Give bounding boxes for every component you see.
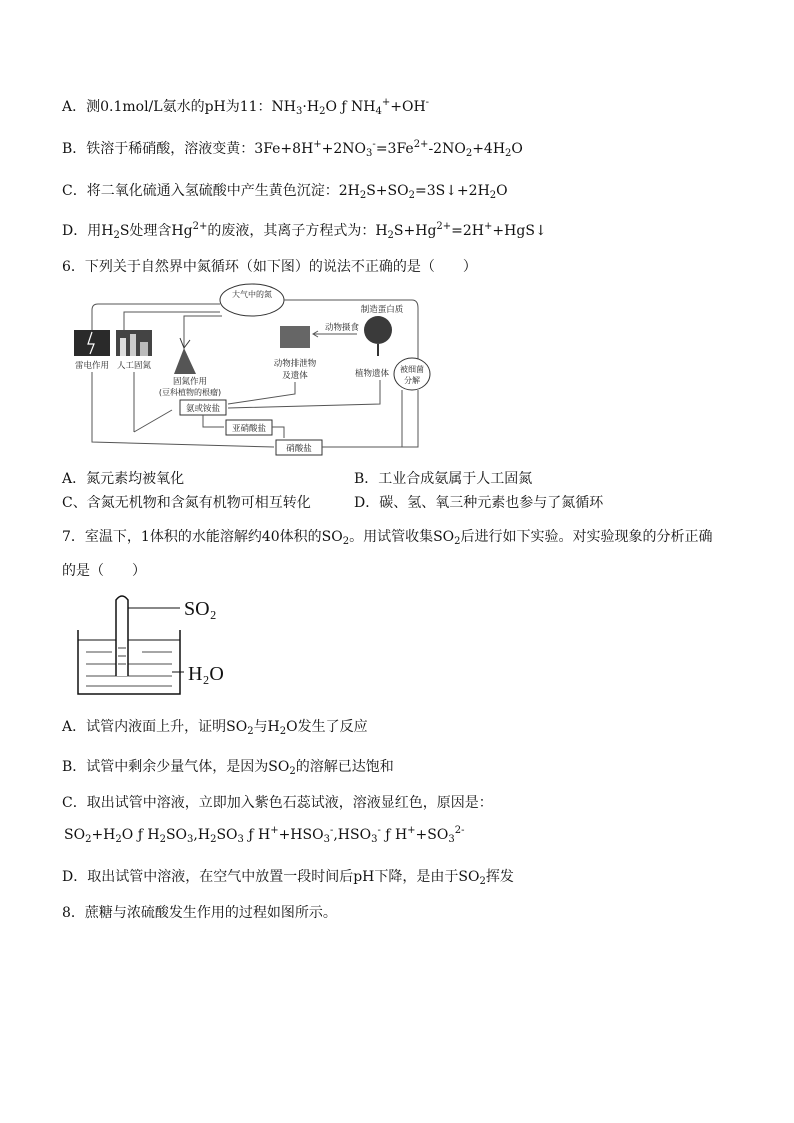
bacteria-label-1: 被细菌	[400, 365, 424, 374]
nitrogen-cycle-svg	[62, 282, 432, 462]
ammonium-to-nitrite	[203, 415, 224, 427]
artificial-to-ammonium	[134, 372, 172, 432]
q7-stem-line1: 7．室温下，1体积的水能溶解约40体积的$SO_2$。用试管收集$SO_2$后进行如下实验。对实验现象的分析正确	[62, 529, 713, 547]
so2-experiment-figure	[72, 590, 252, 704]
animal-image	[280, 326, 310, 348]
so2-label: SO₂	[184, 598, 217, 620]
q5-option-b: B．铁溶于稀硝酸，溶液变黄：$3Fe+8H^++2NO_3^-=3Fe^{2+}-2NO_2+4H_2O$	[62, 139, 523, 159]
nitrate-to-bacteria	[322, 390, 402, 447]
q6-stem: 6．下列关于自然界中氮循环（如下图）的说法不正确的是（ ）	[62, 259, 477, 275]
fixation-label: 固氮作用	[172, 377, 208, 387]
bacteria-label-2: 分解	[404, 376, 420, 385]
plant-image	[174, 348, 196, 374]
q5-option-a: A．测0.1mol/L氨水的pH为11：$NH_3\cdot H_2O$ ƒ $NH_4^++OH^-$	[62, 97, 430, 117]
ammonium-label: 氨或铵盐	[185, 404, 221, 414]
waste-to-ammonium	[228, 382, 295, 404]
nitrogen-cycle-diagram	[62, 282, 432, 466]
left-top-line	[92, 304, 220, 334]
q6-option-a: A．氮元素均被氧化	[62, 471, 185, 487]
remains-to-ammonium	[228, 380, 380, 408]
animal-waste-label-1: 动物排泄物	[273, 359, 317, 369]
q7-stem-line2: 的是（ ）	[62, 563, 146, 579]
plant-remains-label: 植物遗体	[354, 369, 390, 379]
q7-option-d: D．取出试管中溶液，在空气中放置一段时间后pH下降，是由于$SO_2$挥发	[62, 869, 514, 887]
nitrate-label: 硝酸盐	[286, 444, 312, 454]
so2-experiment-svg	[72, 590, 252, 700]
atmosphere-cloud	[220, 284, 284, 316]
animal-eat-label: 动物摄食	[324, 323, 360, 333]
lightning-image	[74, 330, 110, 356]
q6-option-d: D．碳、氢、氧三种元素也参与了氮循环	[354, 495, 604, 511]
q7-option-b: B．试管中剩余少量气体，是因为$SO_2$的溶解已达饱和	[62, 759, 394, 777]
atmosphere-label: 大气中的氮	[232, 290, 272, 299]
bacteria-circle	[394, 358, 430, 390]
q6-option-c: C、含氮无机物和含氮有机物可相互转化	[62, 495, 311, 511]
h2o-label: H₂O	[188, 663, 224, 685]
q7-option-c: C．取出试管中溶液，立即加入紫色石蕊试液，溶液显红色，原因是：	[62, 795, 493, 811]
q5-option-c: C．将二氧化硫通入氢硫酸中产生黄色沉淀：$2H_2S+SO_2=3S↓+2H_2O$	[62, 183, 508, 201]
lightning-label: 雷电作用	[74, 361, 110, 371]
protein-label: 制造蛋白质	[360, 305, 404, 315]
bacteria-return	[362, 390, 418, 447]
nitrite-to-nitrate	[272, 427, 284, 438]
q8-stem: 8．蔗糖与浓硫酸发生作用的过程如图所示。	[62, 905, 337, 921]
q5-option-d: D．用$H_2S$处理含$Hg^{2+}$的废液，其离子方程式为：$H_2S+Hg^{2+}=2H^++HgS↓$	[62, 221, 547, 241]
q6-option-b: B．工业合成氨属于人工固氮	[354, 471, 533, 487]
fixation-note-label: (豆科植物的根瘤)	[158, 388, 222, 397]
q7-option-a: A．试管内液面上升，证明$SO_2$与$H_2O$发生了反应	[62, 719, 368, 737]
artificial-label: 人工固氮	[116, 361, 152, 371]
nitrite-label: 亚硝酸盐	[231, 424, 267, 434]
animal-waste-label-2: 及遗体	[282, 371, 308, 381]
tree-image	[364, 316, 392, 344]
q7-option-c-equation: $SO_2+H_2O$ ƒ $H_2SO_3,H_2SO_3$ ƒ $H^++HSO_3^-,HSO_3^-$ ƒ $H^++SO_3^{2-}$	[64, 825, 465, 845]
fixation-line	[184, 316, 222, 350]
